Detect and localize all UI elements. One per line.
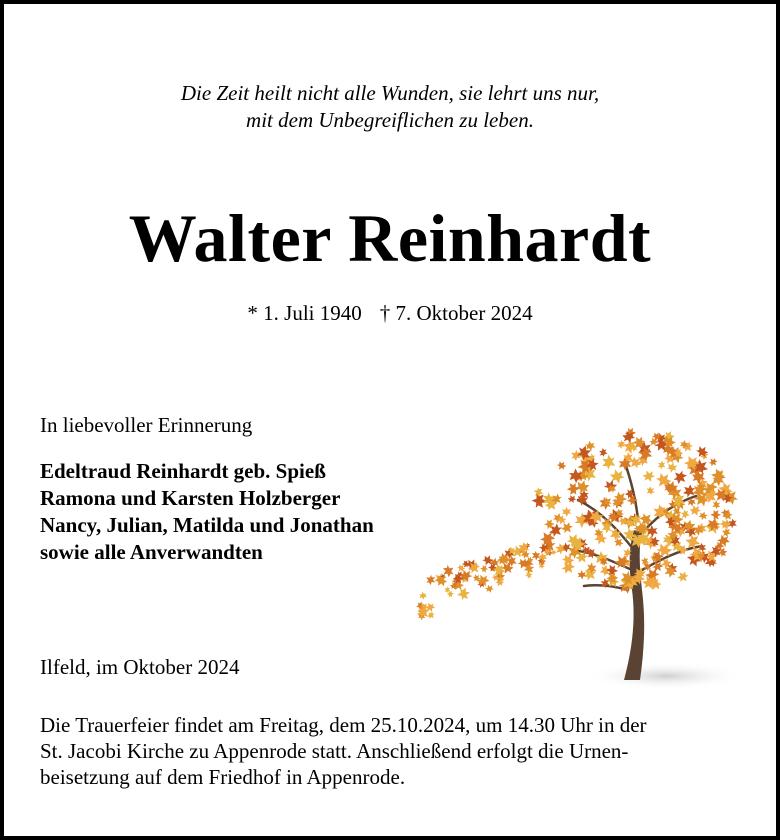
maple-leaf: [710, 499, 722, 511]
maple-leaf: [555, 459, 568, 472]
maple-leaf: [710, 510, 721, 520]
memorial-quote: [4, 80, 776, 134]
mourner-line: Ramona und Karsten Holzberger: [40, 486, 341, 510]
maple-leaf: [584, 440, 596, 452]
maple-leaf: [562, 507, 572, 517]
maple-leaf: [698, 510, 709, 521]
service-notice: [40, 712, 750, 790]
maple-leaf: [484, 583, 494, 594]
notice-line: St. Jacobi Kirche zu Appenrode statt. Anschließend erfolgt die Urnen-: [40, 739, 629, 763]
mourners-list: [40, 458, 374, 566]
maple-leaf: [644, 485, 656, 497]
life-dates: [4, 300, 776, 326]
maple-leaf: [641, 468, 656, 484]
maple-leaf: [680, 509, 691, 520]
maple-leaf: [707, 456, 719, 468]
maple-leaf: [584, 561, 599, 576]
maple-leaf: [424, 573, 438, 587]
quote-line-2: mit dem Unbegreiflichen zu leben.: [246, 108, 534, 132]
birth-date: * 1. Juli 1940: [247, 301, 362, 325]
maple-leaf: [480, 565, 489, 573]
maple-leaf: [598, 447, 609, 458]
death-date: † 7. Oktober 2024: [379, 301, 533, 325]
maple-leaf: [656, 459, 668, 470]
maple-leaf: [456, 587, 471, 601]
notice-line: beisetzung auf dem Friedhof in Appenrode.: [40, 765, 406, 789]
mourner-line: Edeltraud Reinhardt geb. Spieß: [40, 459, 326, 483]
ground-shadow: [586, 662, 746, 690]
maple-leaf: [717, 547, 728, 558]
maple-leaf: [675, 569, 690, 585]
notice-line: Die Trauerfeier findet am Freitag, dem 25.10.2024, um 14.30 Uhr in der: [40, 713, 647, 737]
mourner-line: Nancy, Julian, Matilda und Jonathan: [40, 513, 374, 537]
autumn-tree-icon: [396, 400, 756, 700]
maple-leaf: [599, 453, 619, 472]
place-date: Ilfeld, im Oktober 2024: [40, 655, 240, 679]
mourner-line: sowie alle Anverwandten: [40, 540, 263, 564]
quote-line-1: Die Zeit heilt nicht alle Wunden, sie lehrt uns nur,: [180, 81, 600, 105]
maple-leaf: [567, 494, 578, 505]
tree-leaves: [415, 427, 742, 621]
maple-leaf: [419, 591, 428, 600]
memory-line: In liebevoller Erinnerung: [40, 413, 253, 437]
deceased-name: Walter Reinhardt: [128, 200, 652, 276]
maple-leaf: [666, 461, 678, 474]
